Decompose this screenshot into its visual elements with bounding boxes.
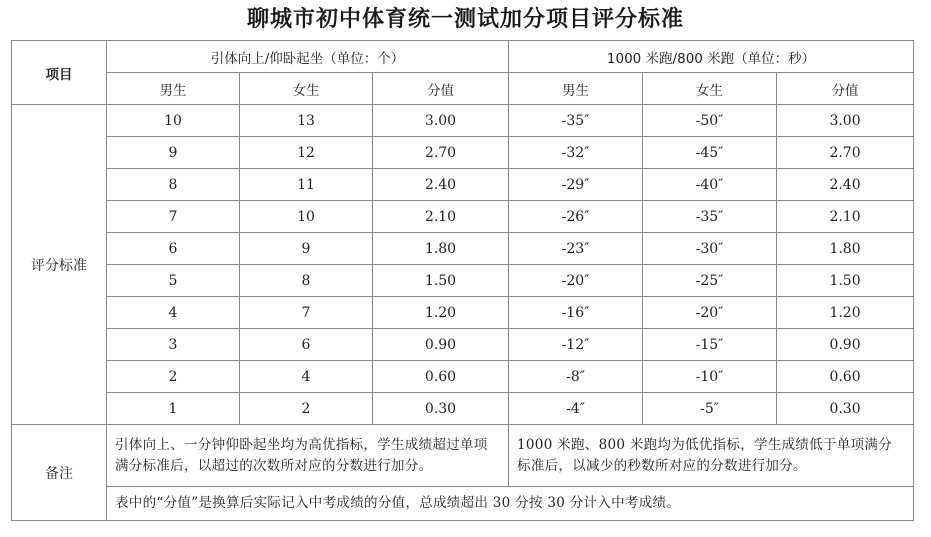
table-cell-s1: 1.50 xyxy=(373,265,509,297)
table-cell-s2: 2.70 xyxy=(777,137,914,169)
table-cell-m2: -32″ xyxy=(509,137,643,169)
table-cell-f2: -50″ xyxy=(643,105,777,137)
table-row xyxy=(12,265,914,297)
table-cell-m1: 6 xyxy=(107,233,240,265)
table-cell-m1: 8 xyxy=(107,169,240,201)
table-cell-m2: -23″ xyxy=(509,233,643,265)
table-cell-m2: -4″ xyxy=(509,393,643,425)
table-cell-m1: 3 xyxy=(107,329,240,361)
table-cell-f1: 6 xyxy=(240,329,373,361)
header-male-2: 男生 xyxy=(509,73,643,105)
table-cell-f2: -25″ xyxy=(643,265,777,297)
table-row xyxy=(12,233,914,265)
table-cell-m2: -35″ xyxy=(509,105,643,137)
table-cell-m1: 9 xyxy=(107,137,240,169)
notes-label: 备注 xyxy=(12,425,107,521)
table-row xyxy=(12,105,914,137)
header-female-1: 女生 xyxy=(240,73,373,105)
header-female-2: 女生 xyxy=(643,73,777,105)
table-cell-f1: 2 xyxy=(240,393,373,425)
table-cell-f1: 7 xyxy=(240,297,373,329)
table-cell-s2: 1.20 xyxy=(777,297,914,329)
table-cell-f2: -15″ xyxy=(643,329,777,361)
header-male-1: 男生 xyxy=(107,73,240,105)
note-score-explanation: 表中的“分值”是换算后实际记入中考成绩的分值，总成绩超出 30 分按 30 分计入中考成绩。 xyxy=(107,487,914,521)
table-cell-m2: -20″ xyxy=(509,265,643,297)
table-cell-s1: 2.70 xyxy=(373,137,509,169)
table-cell-s1: 0.90 xyxy=(373,329,509,361)
page-title: 聊城市初中体育统一测试加分项目评分标准 xyxy=(246,6,684,32)
note-pullup-situp: 引体向上、一分钟仰卧起坐均为高优指标，学生成绩超过单项满分标准后，以超过的次数所对应的分数进行加分。 xyxy=(107,425,509,487)
table-row xyxy=(12,201,914,233)
table-cell-s2: 1.50 xyxy=(777,265,914,297)
header-project: 项目 xyxy=(12,41,107,105)
table-cell-f2: -45″ xyxy=(643,137,777,169)
header-group-run: 1000 米跑/800 米跑（单位：秒） xyxy=(509,41,914,73)
table-cell-m2: -26″ xyxy=(509,201,643,233)
table-row xyxy=(12,137,914,169)
header-score-1: 分值 xyxy=(373,73,509,105)
table-cell-s1: 0.60 xyxy=(373,361,509,393)
table-cell-s2: 2.10 xyxy=(777,201,914,233)
table-cell-s2: 0.90 xyxy=(777,329,914,361)
header-group-pullup-situp: 引体向上/仰卧起坐（单位：个） xyxy=(107,41,509,73)
table-cell-f2: -30″ xyxy=(643,233,777,265)
table-cell-m2: -12″ xyxy=(509,329,643,361)
table-cell-s1: 1.20 xyxy=(373,297,509,329)
table-cell-m2: -8″ xyxy=(509,361,643,393)
table-cell-f2: -5″ xyxy=(643,393,777,425)
table-cell-f1: 11 xyxy=(240,169,373,201)
table-cell-s1: 3.00 xyxy=(373,105,509,137)
table-cell-s2: 1.80 xyxy=(777,233,914,265)
table-cell-s2: 2.40 xyxy=(777,169,914,201)
table-cell-m2: -16″ xyxy=(509,297,643,329)
table-cell-f1: 12 xyxy=(240,137,373,169)
table-cell-s1: 2.10 xyxy=(373,201,509,233)
table-cell-m1: 1 xyxy=(107,393,240,425)
table-cell-f1: 4 xyxy=(240,361,373,393)
notes-row xyxy=(12,425,914,487)
table-cell-m2: -29″ xyxy=(509,169,643,201)
table-cell-f2: -40″ xyxy=(643,169,777,201)
table-cell-s2: 0.60 xyxy=(777,361,914,393)
table-row xyxy=(12,329,914,361)
table-cell-s2: 0.30 xyxy=(777,393,914,425)
table-cell-f2: -35″ xyxy=(643,201,777,233)
notes-row xyxy=(12,487,914,521)
table-cell-s1: 2.40 xyxy=(373,169,509,201)
table-cell-f1: 10 xyxy=(240,201,373,233)
table-cell-m1: 4 xyxy=(107,297,240,329)
table-cell-s2: 3.00 xyxy=(777,105,914,137)
table-row xyxy=(12,393,914,425)
criteria-label: 评分标准 xyxy=(12,105,107,425)
scoring-table xyxy=(11,40,914,521)
table-cell-m1: 2 xyxy=(107,361,240,393)
table-cell-f1: 8 xyxy=(240,265,373,297)
table-row xyxy=(12,169,914,201)
table-row xyxy=(12,361,914,393)
table-cell-f2: -10″ xyxy=(643,361,777,393)
table-cell-s1: 1.80 xyxy=(373,233,509,265)
table-cell-m1: 10 xyxy=(107,105,240,137)
note-run: 1000 米跑、800 米跑均为低优指标，学生成绩低于单项满分标准后，以减少的秒数所对应的分数进行加分。 xyxy=(509,425,914,487)
table-cell-s1: 0.30 xyxy=(373,393,509,425)
table-cell-f1: 13 xyxy=(240,105,373,137)
table-cell-m1: 5 xyxy=(107,265,240,297)
table-cell-f1: 9 xyxy=(240,233,373,265)
table-row xyxy=(12,297,914,329)
table-cell-f2: -20″ xyxy=(643,297,777,329)
table-cell-m1: 7 xyxy=(107,201,240,233)
header-score-2: 分值 xyxy=(777,73,914,105)
